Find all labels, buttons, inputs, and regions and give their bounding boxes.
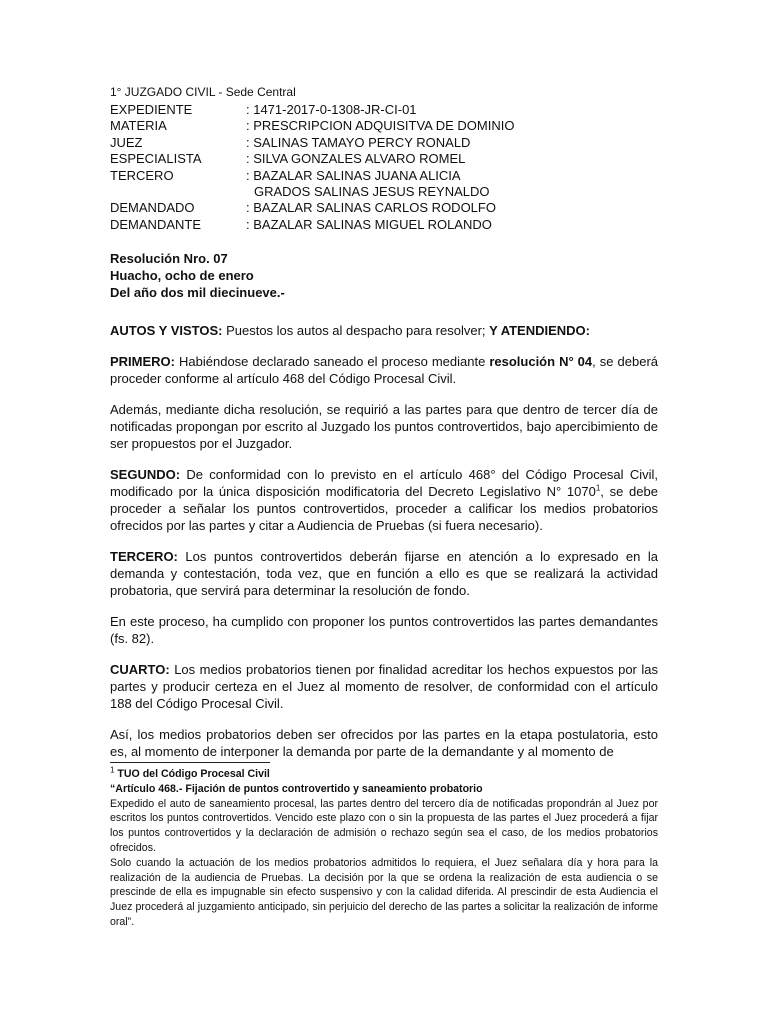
primero-bold: resolución N° 04	[489, 354, 593, 369]
en-este-paragraph: En este proceso, ha cumplido con proponer los puntos controvertidos las partes demandantes (fs. 82).	[110, 614, 658, 646]
field-label-empty	[110, 184, 246, 200]
field-value: : BAZALAR SALINAS JUANA ALICIA	[246, 167, 461, 183]
cuarto-paragraph	[110, 661, 658, 712]
field-value: : SILVA GONZALES ALVARO ROMEL	[246, 151, 466, 167]
primero-text: Habiéndose declarado saneado el proceso mediante	[175, 354, 490, 369]
footnote-paragraph-2: Solo cuando la actuación de los medios probatorios admitidos lo requiera, el Juez señalara día y hora para la realización de la audiencia de Pruebas. La decisión por la que se ordena la realización de esta audiencia o se prescinde de ella es impugnable sin efecto suspensivo y con la calidad diferida. Al prescindir de esta Audiencia el Juez procederá al juzgamiento anticipado, sin perjuicio del derecho de las partes a solicitar la realización de informe oral”.	[110, 856, 658, 928]
materia-row	[110, 118, 514, 134]
tercero-label: TERCERO:	[110, 549, 178, 564]
footnote-reference: 1	[595, 483, 601, 493]
footnote-article	[110, 782, 658, 797]
primero-paragraph	[110, 353, 658, 387]
tercero-text: Los puntos controvertidos deberán fijarse en atención a lo expresado en la demanda y contestación, toda vez, que en función a ello es que se realizará la actividad probatoria, que servirá para determinar la resolución de fondo.	[110, 549, 658, 598]
cuarto-label: CUARTO:	[110, 662, 170, 677]
autos-label: AUTOS Y VISTOS:	[110, 323, 223, 338]
resolution-place-date: Huacho, ocho de enero	[110, 268, 254, 283]
primero-label: PRIMERO:	[110, 354, 175, 369]
field-label: TERCERO	[110, 167, 174, 183]
footnote-article-title: “Artículo 468.- Fijación de puntos controvertido y saneamiento probatorio	[110, 782, 483, 795]
cuarto-text: Los medios probatorios tienen por finalidad acreditar los hechos expuestos por las partes y producir certeza en el Juez al momento de resolver, de conformidad con el artículo 188 del Código Procesal Civil.	[110, 662, 658, 711]
footnote-marker: 1	[110, 765, 115, 775]
autos-paragraph	[110, 322, 658, 339]
segundo-text: De conformidad con lo previsto en el artículo 468° del Código Procesal Civil, modificado por la única disposición modificatoria del Decreto Legislativo N° 1070	[110, 467, 658, 499]
footnote-title: TUO del Código Procesal Civil	[114, 768, 270, 780]
field-label: ESPECIALISTA	[110, 151, 202, 167]
footnote-title-line	[110, 767, 658, 782]
ademas-paragraph: Además, mediante dicha resolución, se requirió a las partes para que dentro de tercer día de notificadas propongan por escrito al Juzgado los puntos controvertidos, bajo apercibimiento de ser propuestos por el Juzgador.	[110, 402, 658, 451]
field-label: JUEZ	[110, 134, 143, 150]
field-value: GRADOS SALINAS JESUS REYNALDO	[254, 184, 490, 200]
resolution-year: Del año dos mil diecinueve.-	[110, 285, 285, 300]
resolution-number: Resolución Nro. 07	[110, 251, 228, 266]
footnote-paragraph-1: Expedido el auto de saneamiento procesal, las partes dentro del tercero día de notificadas propondrán al Juez por escritos los puntos controvertidos. Vencido este plazo con o sin la propuesta de las partes el Juez procederá a fijar los puntos controvertidos y la declaración de admisión o rechazo según sea el caso, de los medios probatorios ofrecidos.	[110, 797, 658, 854]
especialista-row	[110, 151, 514, 167]
segundo-paragraph	[110, 466, 658, 534]
resolution-body	[110, 322, 658, 774]
tercero-row	[110, 168, 514, 184]
field-value: : BAZALAR SALINAS MIGUEL ROLANDO	[246, 216, 492, 232]
atendiendo-label: Y ATENDIENDO:	[489, 323, 591, 338]
case-header	[110, 102, 514, 233]
tercero-paragraph	[110, 548, 658, 599]
juez-row	[110, 135, 514, 151]
field-label: MATERIA	[110, 118, 167, 134]
field-value: : BAZALAR SALINAS CARLOS RODOLFO	[246, 200, 496, 216]
field-label: DEMANDADO	[110, 200, 195, 216]
expediente-row	[110, 102, 514, 118]
footnote-divider	[110, 762, 270, 763]
field-value: : PRESCRIPCION ADQUISITVA DE DOMINIO	[246, 118, 515, 134]
field-value: : SALINAS TAMAYO PERCY RONALD	[246, 134, 471, 150]
tercero-row-2	[110, 184, 514, 200]
segundo-label: SEGUNDO:	[110, 467, 181, 482]
asi-paragraph: Así, los medios probatorios deben ser ofrecidos por las partes en la etapa postulatoria, esto es, al momento de interponer la demanda por parte de la demandante y al momento de	[110, 727, 658, 759]
demandante-row	[110, 217, 514, 233]
court-name: 1° JUZGADO CIVIL - Sede Central	[110, 85, 296, 99]
field-label: EXPEDIENTE	[110, 102, 193, 117]
field-value: : 1471-2017-0-1308-JR-CI-01	[246, 102, 417, 117]
footnote	[110, 767, 658, 930]
field-label: DEMANDANTE	[110, 216, 202, 232]
primero-text-2: , se deberá proceder conforme al artículo 468 del Código Procesal Civil.	[110, 354, 659, 386]
demandado-row	[110, 200, 514, 216]
autos-text: Puestos los autos al despacho para resolver;	[222, 323, 490, 338]
resolution-heading	[110, 250, 285, 301]
segundo-text-2: , se debe proceder a señalar los puntos controvertidos, proceder a calificar los medios probatorios ofrecidos por las partes y citar a Audiencia de Pruebas (si fuera necesario).	[110, 484, 658, 533]
